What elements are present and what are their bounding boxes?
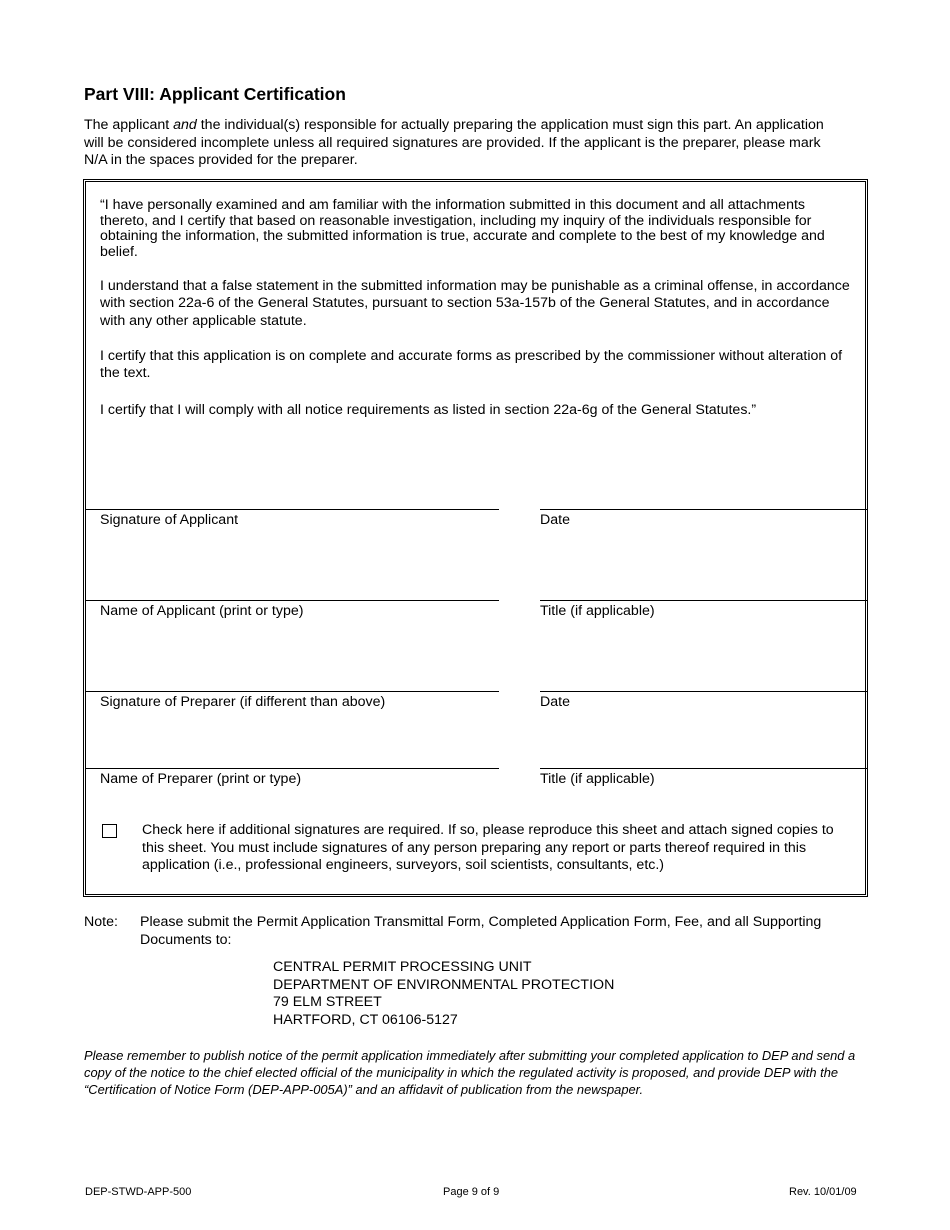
publication-reminder: Please remember to publish notice of the permit application immediately after submitting your completed application to DEP and send a copy of the notice to the chief elected official of the municipality in which the regulated activity is proposed, and provide DEP with the “Certification of Notice Form (DEP-APP-005A)” and an affidavit of publication from the newspaper.	[84, 1048, 856, 1097]
intro-text-end: the individual(s) responsible for actually preparing the application must sign this part. An application will be considered incomplete unless all required signatures are provided. If the applicant is the preparer, please mark N/A in the spaces provided for the preparer.	[84, 117, 824, 169]
applicant-title-label: Title (if applicable)	[540, 603, 655, 619]
footer-form-id: DEP-STWD-APP-500	[85, 1186, 192, 1198]
note-label: Note:	[84, 914, 118, 930]
applicant-signature-label: Signature of Applicant	[100, 512, 239, 528]
address-line: HARTFORD, CT 06106-5127	[273, 1011, 458, 1028]
address-line: CENTRAL PERMIT PROCESSING UNIT	[273, 959, 532, 975]
preparer-date-line[interactable]	[540, 691, 868, 692]
intro-text-start: The applicant	[84, 117, 174, 133]
certification-statement-4: I certify that I will comply with all notice requirements as listed in section 22a-6g of the General Statutes.”	[100, 402, 757, 418]
applicant-date-line[interactable]	[540, 509, 868, 510]
additional-signatures-text: Check here if additional signatures are required. If so, please reproduce this sheet and attach signed copies to this sheet. You must include signatures of any person preparing any report or parts thereof required in this application (i.e., professional engineers, surveyors, soil scientists, consultants, etc.)	[142, 822, 834, 874]
preparer-signature-label: Signature of Preparer (if different than above)	[100, 694, 386, 710]
applicant-title-line[interactable]	[540, 600, 868, 601]
certification-statement-1: “I have personally examined and am familiar with the information submitted in this document and all attachments thereto, and I certify that based on reasonable investigation, including my inquiry of the individuals responsible for obtaining the information, the submitted information is true, accurate and complete to the best of my knowledge and belief.	[100, 197, 825, 260]
footer-page-number: Page 9 of 9	[443, 1186, 500, 1198]
applicant-signature-line[interactable]	[86, 509, 499, 510]
applicant-name-label: Name of Applicant (print or type)	[100, 603, 304, 619]
intro-emphasis: and	[173, 117, 197, 133]
preparer-title-label: Title (if applicable)	[540, 771, 655, 787]
applicant-name-line[interactable]	[86, 600, 499, 601]
preparer-date-label: Date	[540, 694, 570, 710]
footer-revision: Rev. 10/01/09	[789, 1186, 857, 1198]
preparer-name-line[interactable]	[86, 768, 499, 769]
intro-paragraph	[84, 117, 844, 170]
certification-statement-3: I certify that this application is on complete and accurate forms as prescribed by the commissioner without alteration of the text.	[100, 348, 843, 382]
note-text: Please submit the Permit Application Transmittal Form, Completed Application Form, Fee, and all Supporting Documents to:	[140, 914, 822, 948]
additional-signatures-checkbox[interactable]	[102, 824, 117, 838]
page-title: Part VIII: Applicant Certification	[84, 84, 346, 104]
address-line: 79 ELM STREET	[273, 994, 382, 1011]
address-line: DEPARTMENT OF ENVIRONMENTAL PROTECTION	[273, 976, 615, 993]
certification-box	[83, 179, 868, 897]
applicant-date-label: Date	[540, 512, 570, 528]
preparer-signature-line[interactable]	[86, 691, 499, 692]
certification-statement-2: I understand that a false statement in the submitted information may be punishable as a criminal offense, in accordance with section 22a-6 of the General Statutes, pursuant to section 53a-157b of the General Statutes, and in accordance with any other applicable statute.	[100, 278, 850, 329]
mailing-address	[273, 959, 614, 1029]
preparer-title-line[interactable]	[540, 768, 868, 769]
preparer-name-label: Name of Preparer (print or type)	[100, 771, 302, 787]
